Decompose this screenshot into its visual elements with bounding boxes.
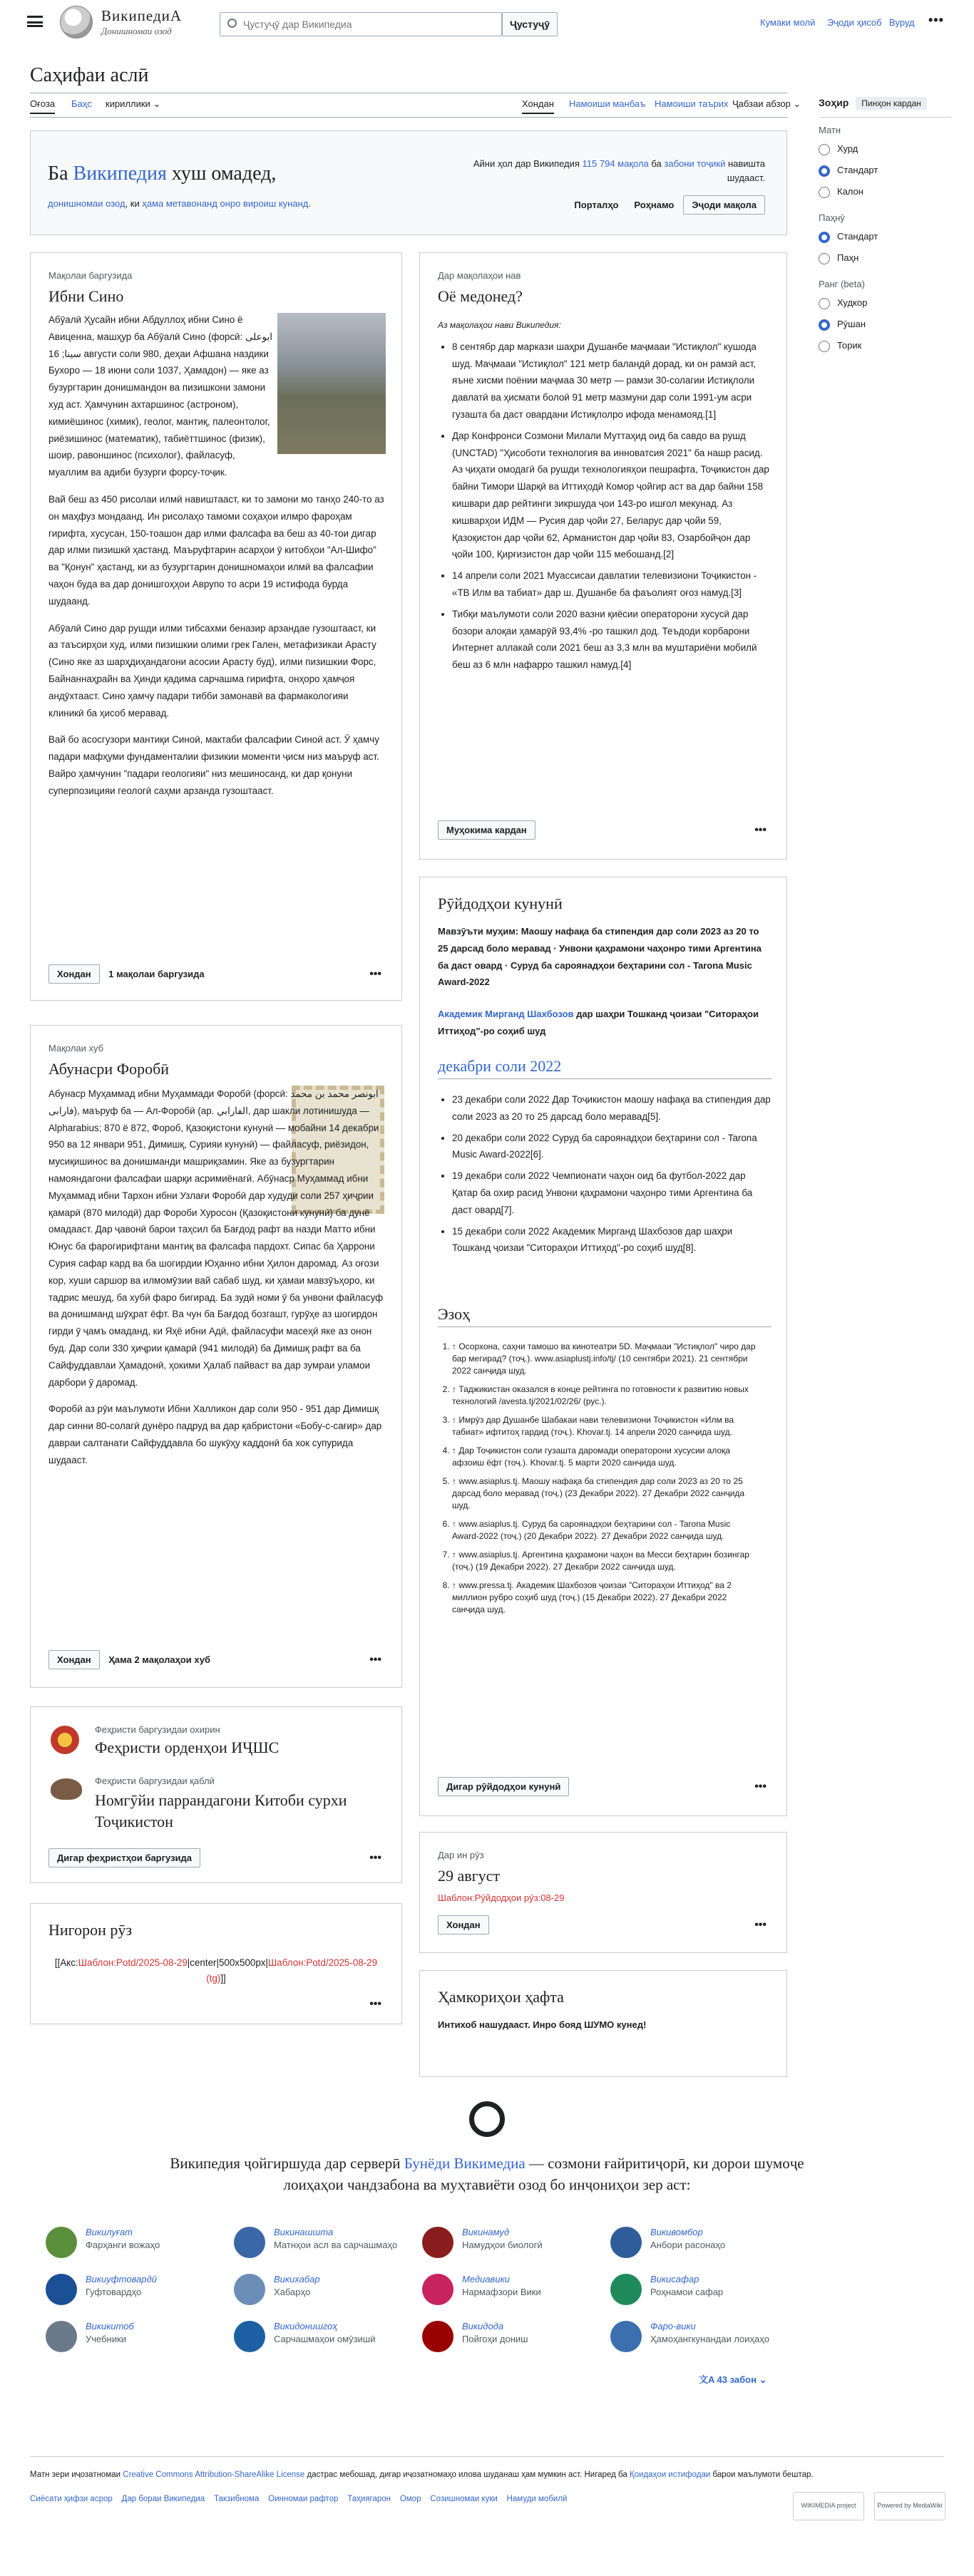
project-desc: Гуфтовардҳо <box>86 2287 142 2297</box>
portals-button[interactable]: Порталҳо <box>574 200 619 210</box>
wikibooks-icon <box>46 2321 77 2352</box>
card-kicker: Мақолаи баргузида <box>48 270 133 281</box>
project-name[interactable]: Викилуғат <box>86 2227 133 2237</box>
wikimedia-badge[interactable]: WIKIMEDIA project <box>793 2492 864 2520</box>
create-article-button[interactable]: Эҷоди мақола <box>683 195 765 215</box>
more-options-icon[interactable]: ••• <box>928 13 944 27</box>
weekly-collab-card <box>419 1970 787 2077</box>
wikimedia-foundation-link[interactable]: Бунёди Викимедиа <box>404 2155 526 2172</box>
card-footer <box>48 1848 200 1867</box>
project-name[interactable]: Викисафар <box>650 2274 699 2284</box>
tagline: Донишномаи озод <box>101 26 172 36</box>
project-item[interactable] <box>610 2321 803 2358</box>
more-good-link[interactable]: Ҳама 2 мақолаҳои хуб <box>108 1654 211 1665</box>
featured-article-card <box>30 252 402 1001</box>
projects-intro <box>157 2153 817 2195</box>
wikisource-icon <box>234 2227 265 2258</box>
project-item[interactable] <box>46 2227 238 2264</box>
card-body <box>48 1086 385 1479</box>
tools-label: Ҷабзаи абзор <box>732 98 791 109</box>
subtitle-end: . <box>308 198 311 209</box>
featured-paragraph: Абӯалӣ Сино дар рушди илми тибсахми беназир арзандае гузоштааст, ки аз таъсирҳои худ, илми пизишкии олими грек Гален, метафизикаи Арасту (Сино яке аз шарҳдиҳандагони асосии Арасту буд), илми пизишкии Форс, Байнаннаҳрайн ва Ҳинди қадима сарчашма гирифта, онҳоро ҳамҷоя андӯхтааст. Сино ҳамчу падари тибби замонавӣ ва фармакологияи клиникӣ ба ҳисоб меравад. <box>48 622 376 718</box>
good-paragraph: Форобӣ аз рӯи маълумоти Ибни Халликон дар соли 950 - 951 дар Димишқ дар синни 80-солагӣ дунёро падруд ва дар қабристони «Бобу-с-сағир» дар давраи салтанати Сайфуддавла бо шукӯҳу каддонӣ ба хок супурида шудааст. <box>48 1403 382 1465</box>
chevron-down-icon: ⌄ <box>759 2374 767 2385</box>
tab-history[interactable]: Намоиши таърих <box>655 98 729 109</box>
tab-view-source[interactable]: Намоиши манбаъ <box>569 98 646 109</box>
wikinews-icon <box>234 2274 265 2305</box>
card-title[interactable]: Ибни Сино <box>48 287 124 305</box>
dyk-intro: Аз мақолаҳои нави Википедия: <box>438 320 561 330</box>
sister-projects-grid <box>46 2227 930 2441</box>
stats-text: Айни ҳол дар Википедия <box>473 158 583 169</box>
welcome-suffix: хуш омадед, <box>166 163 277 185</box>
news-lead-2 <box>438 1006 771 1040</box>
list-item: • 20 декабри соли 2022 Суруд ба сароянадҳои беҳтарини сол - Tarona Music Award-2022[6]. <box>452 1130 771 1164</box>
discuss-button[interactable]: Муҳокима кардан <box>438 820 535 840</box>
project-name[interactable]: Викидонишгоҳ <box>274 2321 337 2332</box>
login-link[interactable]: Вуруд <box>889 17 915 28</box>
page-title: Саҳифаи аслӣ <box>30 64 149 86</box>
project-desc: Намудҳои биологӣ <box>462 2240 543 2250</box>
footer-link[interactable]: Оинномаи рафтор <box>268 2495 339 2503</box>
reference-item[interactable]: 1. ↑ Осорхона, саҳни тамошо ва кинотеатри 5D. Маҷмааи "Истиқлол" чиро дар бар мегирад? (тоҷ.). www.asiaplustj.info/tj/ (10 сентябри 2021). 21 сентябри 2022 санҷида шуд. <box>452 1341 759 1377</box>
welcome-buttons <box>568 195 765 217</box>
intro-text: Википедия ҷойгиршуда дар серверӣ <box>170 2155 404 2172</box>
footer-link[interactable]: Такзибнома <box>213 2495 260 2503</box>
project-item[interactable] <box>46 2274 238 2311</box>
card-footer <box>48 964 211 984</box>
project-name[interactable]: Викинамуд <box>462 2227 510 2237</box>
list-item: • 15 декабри соли 2022 Академик Мирганд Шахбозов дар шаҳри Тошканд ҷоизаи "Ситораҳои Иттиҳод"-ро соҳиб шуд[8]. <box>452 1223 771 1257</box>
intro-text: — созмони ғайритиҷорӣ, ки дорои шумоҷе лоиҳаҳои чандзабона ва муҳтавиёти озод бо инҷониҳои зер аст: <box>283 2155 804 2193</box>
hide-panel-button[interactable]: Пинҳон кардан <box>856 97 926 110</box>
project-desc: Сарчашмаҳои омӯзишӣ <box>274 2334 376 2344</box>
list-item: • Дар Конфронси Созмони Милали Муттаҳид оид ба савдо ва рушд (UNCTAD) "Ҳисоботи технология ва инноватсия 2021" ба нашр расид. Аз ҷиҳати омодагӣ ба рушди технологияҳои пешрафта, Тоҷикистон дар байни Тимори Шарқӣ ва Иттиҳодӣ Комор ҷойгир аст ва дар байни 158 кишвари дар рейтинги зикршуда ҷои 143-ро ишғол мекунад. Аз кишварҳои ИДМ — Русия дар ҷойи 27, Беларус дар ҷойи 59, Қазоқистон дар ҷойи 62, Арманистон дар ҷойи 83, Озарбойҷон дар ҷойи 100, Қирғизистон дар ҷойи 115 мебошанд.[2] <box>452 428 771 563</box>
wikipedia-link[interactable]: Википедия <box>73 163 167 185</box>
list-kicker: Феҳристи баргузидаи қаблӣ <box>95 1776 215 1786</box>
main-menu-icon[interactable] <box>27 16 43 27</box>
tab-read[interactable]: Хондан <box>522 98 554 114</box>
project-item[interactable] <box>234 2227 426 2264</box>
project-item[interactable] <box>422 2274 615 2311</box>
project-name[interactable]: Викидода <box>462 2321 504 2332</box>
welcome-subtitle <box>48 198 311 209</box>
width-standard-radio[interactable]: Стандарт <box>819 226 951 247</box>
card-title: Ҳамкориҳои ҳафта <box>438 1988 564 2006</box>
more-options-icon[interactable]: ••• <box>754 1781 767 1793</box>
wikidata-icon <box>422 2321 453 2352</box>
project-item[interactable] <box>46 2321 238 2358</box>
wikispecies-icon <box>422 2227 453 2258</box>
card-kicker: Дар ин рӯз <box>438 1850 484 1860</box>
divider <box>30 117 787 118</box>
weekly-text: Интихоб нашудааст. Инро бояд ШУМО кунед! <box>438 2019 647 2030</box>
create-account-link[interactable]: Эҷоди ҳисоб <box>827 17 882 28</box>
project-desc: Матнҳои асл ва сарчашмаҳо <box>274 2240 398 2250</box>
project-name[interactable]: Викинашшта <box>274 2227 334 2237</box>
reference-item[interactable]: 5. ↑ www.asiaplus.tj. Маошу нафақа ба стипендия дар соли 2023 аз 20 то 25 дарсад боло меравад (тоҷ.) (23 Декабри 2022). 27 Декабри 2022 санҷида шуд. <box>452 1475 759 1512</box>
project-name[interactable]: Викивомбор <box>650 2227 703 2237</box>
project-desc: Пойгоҳи дониш <box>462 2334 528 2344</box>
template-link[interactable]: Шаблон:Potd/2025-08-29 (tg) <box>206 1957 378 1984</box>
project-item[interactable] <box>422 2227 615 2264</box>
template-link[interactable]: Шаблон:Рӯйдодҳои рӯз:08-29 <box>438 1892 565 1903</box>
text-size-large-radio[interactable]: Калон <box>819 181 951 202</box>
current-events-card <box>419 877 787 1816</box>
card-footer <box>438 1915 489 1934</box>
reference-item[interactable]: 6. ↑ www.asiaplus.tj. Суруд ба сароянадҳои беҳтарини сол - Tarona Music Award-2022 (тоҷ.) (20 Декабри 2022). 27 Декабри 2022 санҷида шуд. <box>452 1518 759 1542</box>
more-options-icon[interactable]: ••• <box>369 968 381 980</box>
month-heading[interactable]: декабри соли 2022 <box>438 1057 771 1079</box>
welcome-prefix: Ба <box>48 163 73 185</box>
footer-link[interactable]: Дар бораи Википедиа <box>121 2495 205 2503</box>
bird-icon <box>51 1778 82 1800</box>
color-light-radio[interactable]: Рӯшан <box>819 314 951 335</box>
footer-link[interactable]: Омор <box>399 2495 421 2503</box>
meta-wiki-icon <box>610 2321 642 2352</box>
list-kicker: Феҳристи баргузидаи охирин <box>95 1724 220 1735</box>
list-item: • 8 сентябр дар маркази шаҳри Душанбе маҷмааи "Истиқлол" кушода шуд. Маҷмааи "Истиқлол" 121 метр баландӣ дорад, ки он рамзӣ аст, яъне хисми поёнии маҷмаа 30 метр — рамзи 30-солагии Истиқлоли давлатӣ ва ҳисмати болоӣ 91 метр мазмуни дар соли 1991-ум асри гузашта ба даст овардани Истиқлолро ифода менамояд.[1] <box>452 339 771 423</box>
card-title: 29 август <box>438 1867 501 1885</box>
did-you-know-card <box>419 252 787 860</box>
card-footer <box>438 820 535 840</box>
card-body <box>438 1091 771 1261</box>
list-title[interactable]: Феҳристи орденҳои ИҶШС <box>95 1738 280 1756</box>
template-text: [[Акс: <box>54 1957 78 1968</box>
chevron-down-icon: ⌄ <box>793 98 801 109</box>
project-name[interactable]: Медиавики <box>462 2274 510 2284</box>
reference-item[interactable]: 4. ↑ Дар Тоҷикистон соли гузашта даромади операторони хусусии алоқа афзоиш ёфт (тоҷ.). Khovar.tj. 5 марти 2020 санҷида шуд. <box>452 1445 759 1469</box>
list-item: • 14 апрели соли 2021 Муассисаи давлатии телевизиони Тоҷикистон - «ТВ Илм ва табиат» дар ш. Душанбе ба фаъолият оғоз намуд.[3] <box>452 567 771 602</box>
wikiquote-icon <box>46 2274 77 2305</box>
stats-text: ба <box>648 158 665 169</box>
more-options-icon[interactable]: ••• <box>369 1998 381 2010</box>
text-size-heading: Матн <box>819 125 841 135</box>
more-options-icon[interactable]: ••• <box>369 1852 381 1864</box>
wikimedia-logo-icon[interactable] <box>469 2101 505 2137</box>
anyone-can-edit-link[interactable]: ҳама метавонанд онро вироиш кунанд <box>142 198 309 209</box>
more-events-button[interactable]: Дигар рӯйдодҳои кунунӣ <box>438 1777 569 1796</box>
featured-paragraph: Вай беш аз 450 рисолаи илмӣ навиштааст, ки то замони мо танҳо 240-то аз он маҳфуз мондаанд. Ин рисолаҳо тамоми соҳаҳои илмро фароҳам гирифта, хусусан, 150-тоашон дар илми фалсафа ва беш аз 40-тои дигар дар илми пизишкӣ ҳастанд. Маъруфтарин асарҳои ӯ китобҳои "Ал-Шифо" ва "Қонун" ҳастанд, ки аз бузургтарин донишномаҳои илмӣ ва фалсафии чаҳон буда ва дар донишгоҳҳои Аврупо то асри 19 истифода бурда шудаанд. <box>48 493 384 607</box>
article-count-link[interactable]: 115 794 мақола <box>582 158 649 169</box>
license-text <box>30 2471 814 2479</box>
free-encyclopedia-link[interactable]: донишномаи озод <box>48 198 125 209</box>
license-text-part: барои маълумоти бештар. <box>710 2471 814 2479</box>
reference-item[interactable]: 2. ↑ Таджикистан оказался в конце рейтинга по готовности к развитию новых технологий /avesta.tj/2021/02/26/ (рус.). <box>452 1384 759 1408</box>
terms-link[interactable]: Қоидаҳои истифодаи <box>629 2471 711 2479</box>
more-featured-link[interactable]: 1 мақолаи баргузида <box>108 969 205 979</box>
template-text: |center|500x500px| <box>187 1957 268 1968</box>
variant-dropdown[interactable] <box>106 98 160 110</box>
order-medal-icon <box>51 1726 79 1754</box>
project-desc: Нармафзори Вики <box>462 2287 541 2297</box>
project-item[interactable] <box>610 2274 803 2311</box>
featured-paragraph: Абӯалӣ Ҳусайн ибни Абдуллоҳ ибни Сино ё Авиценна, машҳур ба Абӯалӣ Сино (форсӣ: ابوعلی سینا; 16 августи соли 980, деҳаи Афшана наздики Бухоро — 18 июни соли 1037, Ҳамадон) — яке аз бузургтарин донишмандон ва пизишкони замони худ аст. Ҳамчунин ахтаршинос (астроном), кимиёшинос (химик), геолог, мантиқ, палеонтолог, риёзишинос (математик), табиёттшинос (физик), шоир, равоншинос (психолог), файласуф, муаллим ва адиби бузурги форсу-тоҷик. <box>48 314 272 478</box>
footer-link[interactable]: Сиёсати ҳифзи асрор <box>30 2495 113 2503</box>
list-item: • Тибқи маълумоти соли 2020 вазни қиёсии операторони хусусӣ дар бозори алоқаи ҳамарӯй 93,4% -ро ташкил дод. Теъдоди корбарони Интернет аллакай соли 2021 беш аз 3,3 млн ва муштариёни мобилӣ беш аз 6 млн нафарро ташкил намуд.[4] <box>452 606 771 674</box>
news-lead-text: дар шаҳри Тошканд ҷоизаи "Ситораҳои Иттиҳод"-ро соҳиб шуд <box>438 1009 759 1036</box>
template-text: ]] <box>220 1973 226 1984</box>
width-wide-radio[interactable]: Паҳн <box>819 247 951 269</box>
color-heading: Ранг (beta) <box>819 279 865 289</box>
read-button[interactable]: Хондан <box>438 1915 489 1934</box>
project-name[interactable]: Викикитоб <box>86 2321 134 2332</box>
project-item[interactable] <box>234 2321 426 2358</box>
footer-links <box>30 2495 567 2503</box>
footer-link[interactable]: Намуди мобилӣ <box>506 2495 568 2503</box>
project-name[interactable]: Викихабар <box>274 2274 320 2284</box>
card-kicker: Дар мақолаҳои нав <box>438 270 521 281</box>
language-count: 43 забон <box>717 2374 757 2385</box>
commons-icon <box>610 2227 642 2258</box>
project-item[interactable] <box>610 2227 803 2264</box>
stats-text: навишта шудааст. <box>725 158 765 183</box>
project-name[interactable]: Викиуфтовардӣ <box>86 2274 157 2284</box>
news-list <box>438 1091 771 1257</box>
picture-template-text <box>31 1955 401 1987</box>
wikivoyage-icon <box>610 2274 642 2305</box>
card-body <box>438 317 771 678</box>
tajik-language-link[interactable]: забони тоҷикӣ <box>664 158 726 169</box>
language-selector[interactable] <box>699 2372 767 2386</box>
card-title: Оё медонед? <box>438 287 523 305</box>
color-dark-radio[interactable]: Торик <box>819 335 951 356</box>
divider <box>819 117 951 118</box>
card-title: Рӯйдодҳои кунунӣ <box>438 895 563 912</box>
wikipedia-globe-logo[interactable] <box>60 6 93 38</box>
article-count <box>466 157 765 185</box>
tools-dropdown[interactable] <box>732 98 801 110</box>
reference-item[interactable]: 8. ↑ www.pressa.tj. Академик Шахбозов ҷоизаи "Ситораҳои Иттиҳод" ва 2 миллион рубро соҳиб шуд (тоҷ.) (15 Декабри 2022). 27 Декабри 2022 санҷида шуд. <box>452 1580 759 1616</box>
welcome-banner <box>30 130 787 235</box>
search-button[interactable]: Ҷустуҷӯ <box>502 12 558 36</box>
search-icon <box>227 19 237 28</box>
chevron-down-icon: ⌄ <box>153 98 161 109</box>
card-title: Нигорон рӯз <box>48 1921 133 1939</box>
template-link[interactable]: Шаблон:Potd/2025-08-29 <box>78 1957 188 1968</box>
translate-icon: 文A <box>699 2374 714 2385</box>
divider <box>30 2456 944 2457</box>
width-heading: Паҳнӯ <box>819 212 845 223</box>
on-this-day-card <box>419 1832 787 1953</box>
mediawiki-icon <box>422 2274 453 2305</box>
news-lead: Мавзӯъти муҳим: Маошу нафақа ба стипендия дар соли 2023 аз 20 то 25 дарсад боло меравад · Унвони қаҳрамони чаҳонро тими Аргентина ба даст овард · Суруд ба сароянадҳои беҳтарини сол - Tarona Music Award-2022 <box>438 926 762 988</box>
appearance-panel <box>819 97 951 356</box>
color-auto-radio[interactable]: Худкор <box>819 292 951 314</box>
welcome-heading <box>48 163 276 185</box>
featured-lists-card <box>30 1706 402 1883</box>
panel-title: Зоҳир <box>819 97 849 108</box>
license-link[interactable]: Creative Commons Attribution-ShareAlike License <box>123 2471 305 2479</box>
variant-label: кириллики <box>106 98 150 109</box>
featured-paragraph: Вай бо асосгузори мантиқи Синоӣ, мактаби фалсафии Синоӣ аст. Ӯ ҳамчу падари мафҳуми фундаменталии физикии моменти ҷисм низ маъруф аст. Вайро ҳамчунин "падари геологияи" низ мешиносанд, ки дар қонуни суперпозицияи геологӣ саҳми арзанда гузоштааст. <box>48 734 379 796</box>
license-text-part: дастрас мебошад, дигар иҷозатномаҳо илова шуданаш ҳам мумкин аст. Нигаред ба <box>304 2471 630 2479</box>
search-input[interactable] <box>243 16 493 33</box>
person-link[interactable]: Академик Мирганд Шахбозов <box>438 1009 574 1019</box>
more-lists-button[interactable]: Дигар феҳристҳои баргузида <box>48 1848 200 1867</box>
read-button[interactable]: Хондан <box>48 964 100 984</box>
dyk-list <box>438 339 771 674</box>
tab-talk[interactable]: Баҳс <box>71 98 92 109</box>
project-desc: Хабарҳо <box>274 2287 311 2297</box>
project-desc: Ҳамоҳангкунандаи лоиҳаҳо <box>650 2334 770 2344</box>
project-item[interactable] <box>422 2321 615 2358</box>
list-title[interactable]: Номгӯйи паррандагони Китоби сурхи Тоҷикистон <box>95 1791 347 1830</box>
donate-link[interactable]: Кумаки молӣ <box>760 17 816 28</box>
project-name[interactable]: Фаро-вики <box>650 2321 696 2332</box>
project-desc: Анбори расонаҳо <box>650 2240 726 2250</box>
project-desc: Фарҳанги вожаҳо <box>86 2240 160 2250</box>
footer-link[interactable]: Таҳиягарон <box>347 2495 391 2503</box>
subtitle-text: , ки <box>125 198 143 209</box>
card-footer <box>48 1650 217 1669</box>
help-button[interactable]: Роҳнамо <box>634 200 675 210</box>
wikiversity-icon <box>234 2321 265 2352</box>
references-list <box>438 1341 759 1622</box>
license-text-part: Матн зери иҷозатномаи <box>30 2471 123 2479</box>
text-size-small-radio[interactable]: Хурд <box>819 138 951 160</box>
references-heading: Эзоҳ <box>438 1305 771 1327</box>
card-body <box>48 311 385 810</box>
reference-item[interactable]: 3. ↑ Имрӯз дар Душанбе Шабакаи нави телевизиони Тоҷикистон «Илм ва табиат» ифтитоҳ гардид (тоҷ.). Khovar.tj. 14 апрели 2020 санҷида шуд. <box>452 1414 759 1438</box>
good-article-card <box>30 1025 402 1688</box>
picture-of-day-card <box>30 1903 402 2024</box>
list-item: • 19 декабри соли 2022 Чемпионати чаҳон оид ба футбол-2022 дар Қатар ба охир расид Унвони қаҳрамони чаҳонро тими Аргентина ба даст овард[7]. <box>452 1168 771 1218</box>
search-box <box>220 12 502 36</box>
project-desc: Учебники <box>86 2334 126 2344</box>
wiktionary-icon <box>46 2227 77 2258</box>
wordmark[interactable]: ВикипедиА <box>101 7 183 24</box>
more-options-icon[interactable]: ••• <box>754 824 767 836</box>
more-options-icon[interactable]: ••• <box>754 1919 767 1931</box>
card-title[interactable]: Абунасри Форобӣ <box>48 1060 170 1078</box>
tab-main-page[interactable]: Оғоза <box>30 98 55 114</box>
project-desc: Роҳнамои сафар <box>650 2287 724 2297</box>
mediawiki-badge[interactable]: Powered by MediaWiki <box>874 2492 945 2520</box>
text-size-standard-radio[interactable]: Стандарт <box>819 160 951 181</box>
card-footer <box>438 1777 569 1796</box>
list-item: • 23 декабри соли 2022 Дар Тоҷикистон маошу нафақа ва стипендия дар соли 2023 аз 20 то 25 дарсад боло меравад[5]. <box>452 1091 771 1125</box>
good-paragraph: Абунаср Муҳаммад ибни Муҳаммади Форобӣ (форсӣ: ابونصر محمد بن محمد فارابی), маъруф ба — Ал-Форобӣ (ар. الفارابي, дар шакли лотинишуда — Alpharabius; 870 ё 872, Фороб, Қазоқистони кунунӣ — мобайни 14 декабри 950 ва 12 январи 951, Димишқ, Сурияи кунунӣ) — файласуф, риёзидон, мусиқишинос ва донишманди машриқзамин. Яке аз бузургтарин намояндагони фалсафаи шарқи асримиёнагӣ. Абӯнаср Муҳаммад ибни Муҳаммад ибни Тархон ибни Узлағи Форобӣ дар худуди соли 257 ҳиҷрии қамарӣ (870 милодӣ) дар Фороби Хуросон (Қазоқистони кунунӣ) ба дунё омадааст. Дар ҷавонӣ барои таҳсил ба Бағдод рафт ва назди Матто ибни Юнус ба фарогирифтани мантиқ ва фалсафа пардохт. Сипас ба Ҳаррони Сурия сафар кард ва ба шогирдии Юҳанно ибни Ҳилон даромад. Аз оғози кор, хуши саршор ва илмомӯзии вай сабаб шуд, ки ҳамаи мавзӯъҳоро, ки тадрис мешуд, ба хубӣ фаро бигирад. Ба зудӣ номи ӯ ба унвони файласуф ва донишманд шӯҳрат ёфт. Ва чун ба Бағдод бозгашт, гурӯҳе аз шогирдон гирди ӯ ҷамъ омаданд, ки Яҳё ибни Адӣ, файласуфи масеҳӣ яке аз онон буд. Дар соли 330 ҳиҷрии қамарӣ (941 милодӣ) ба Димишқ рафт ва ба Сайфуддавлаи Ҳамадонӣ, ҳокими Ҳалаб пайваст ва дар зумраи уламои дарбори ӯ даромад. <box>48 1088 384 1388</box>
read-button[interactable]: Хондан <box>48 1650 100 1669</box>
card-kicker: Мақолаи хуб <box>48 1043 104 1053</box>
footer-link[interactable]: Созишномаи куки <box>430 2495 498 2503</box>
project-item[interactable] <box>234 2274 426 2311</box>
reference-item[interactable]: 7. ↑ www.asiaplus.tj. Аргентина қаҳрамони чаҳон ва Месси беҳтарин бозингар (тоҷ.) (19 Декабри 2022). 27 Декабри 2022 санҷида шуд. <box>452 1549 759 1573</box>
site-header <box>0 0 974 47</box>
more-options-icon[interactable]: ••• <box>369 1654 381 1666</box>
